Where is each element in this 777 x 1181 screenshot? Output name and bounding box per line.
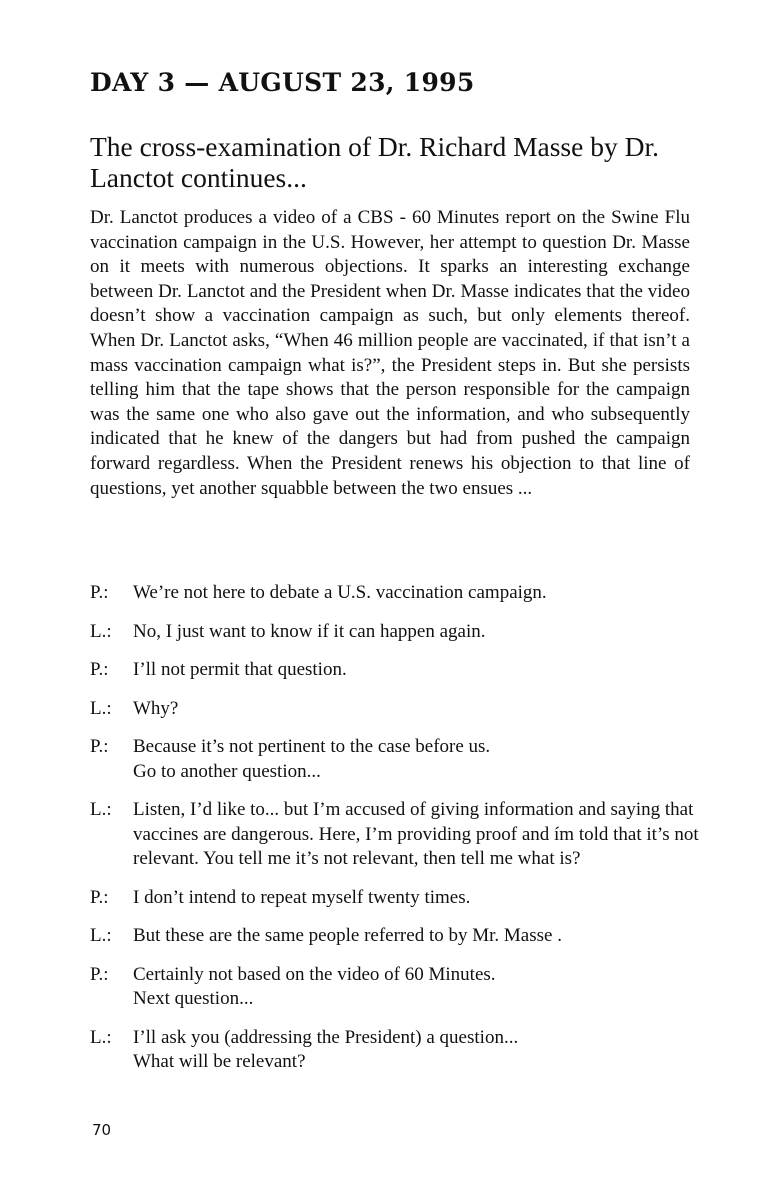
dialogue-line: We’re not here to debate a U.S. vaccination campaign. — [133, 582, 547, 603]
dialogue-line: Certainly not based on the video of 60 Minutes. Next question... — [133, 963, 496, 1009]
dialogue-exchange — [90, 735, 700, 784]
dialogue-line: I don’t intend to repeat myself twenty times. — [133, 886, 471, 908]
dialogue-line: I’ll not permit that question. — [133, 659, 347, 680]
dialogue-line: Because it’s not pertinent to the case before us. Go to another question... — [133, 736, 491, 782]
dialogue-exchange — [90, 886, 700, 911]
dialogue-line: Why? — [133, 697, 179, 719]
dialogue-line: Listen, I’d like to... but I’m accused of giving information and saying that vaccines are dangerous. Here, I’m providing proof and ím told that it’s not relevant. You tell me it’s not relevant, then tell me what is? — [133, 799, 699, 869]
dialogue-exchange — [90, 798, 700, 872]
intro-paragraph: Dr. Lanctot produces a video of a CBS - 60 Minutes report on the Swine Flu vaccination campaign in the U.S. However, her attempt to question Dr. Masse on it meets with numerous objections. It sparks an interesting exchange between Dr. Lanctot and the President when Dr. Masse indicates that the video doesn’t show a vaccination campaign as such, but only elements thereof. When Dr. Lanctot asks, “When 46 million people are vaccinated, if that isn’t a mass vaccination campaign what is?”, the President steps in. But she persists telling him that the tape shows that the person responsible for the campaign was the same one who also gave out the information, and who subsequently indicated that he knew of the dangers but had from pushed the campaign forward regardless. When the President renews his objection to that line of questions, yet another squabble between the two ensues ... — [90, 207, 690, 499]
speaker-label: P.: — [90, 736, 109, 757]
speaker-label: L.: — [90, 925, 112, 946]
dialogue-line: But these are the same people referred to by Mr. Masse . — [133, 925, 562, 946]
speaker-label: L.: — [90, 1026, 112, 1048]
dialogue-transcript — [90, 581, 700, 1089]
day-heading: DAY 3 — AUGUST 23, 1995 — [90, 68, 475, 97]
speaker-label: L.: — [90, 620, 112, 642]
dialogue-exchange — [90, 658, 700, 683]
dialogue-line: No, I just want to know if it can happen again. — [133, 620, 486, 642]
dialogue-exchange — [90, 924, 700, 949]
section-title: The cross-examination of Dr. Richard Masse by Dr. Lanctot continues... — [90, 131, 659, 193]
speaker-label: L.: — [90, 799, 112, 820]
page-number: 70 — [92, 1121, 112, 1139]
dialogue-exchange — [90, 963, 700, 1012]
dialogue-exchange — [90, 581, 700, 606]
speaker-label: P.: — [90, 659, 109, 680]
dialogue-line: I’ll ask you (addressing the President) a question... What will be relevant? — [133, 1026, 519, 1072]
speaker-label: P.: — [90, 582, 109, 603]
speaker-label: P.: — [90, 963, 109, 985]
dialogue-exchange — [90, 1026, 700, 1075]
book-page — [90, 0, 700, 1181]
dialogue-exchange — [90, 620, 700, 645]
dialogue-exchange — [90, 697, 700, 722]
speaker-label: P.: — [90, 886, 109, 908]
speaker-label: L.: — [90, 697, 112, 719]
